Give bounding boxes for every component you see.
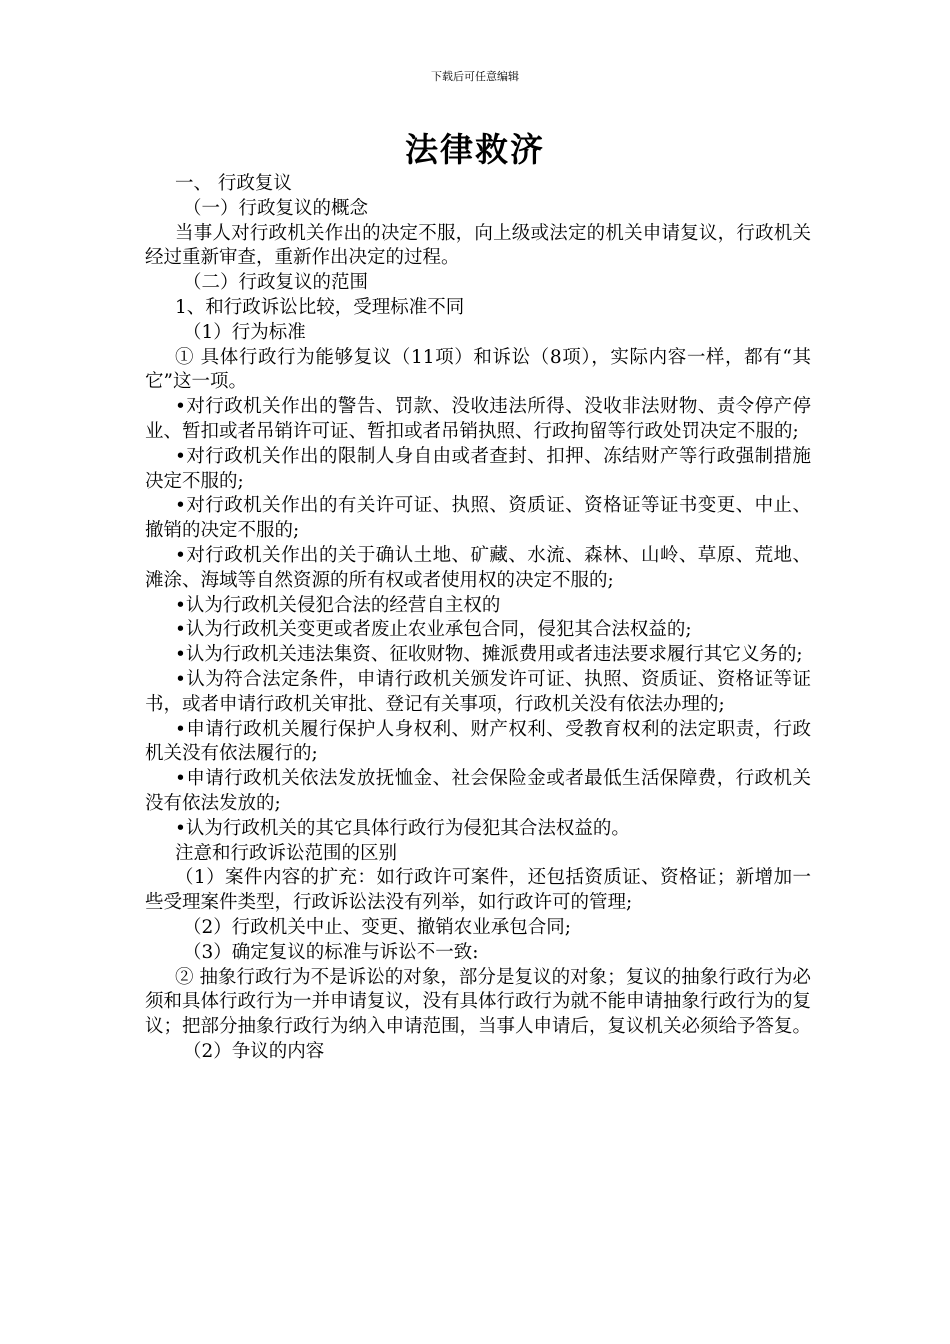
paragraph: （2）争议的内容	[183, 1040, 325, 1062]
paragraph: （1）案件内容的扩充：如行政许可案件，还包括资质证、资格证；新增加一些受理案件类型，行政诉讼法没有列举，如行政许可的管理;	[145, 867, 811, 914]
paragraph: （3）确定复议的标准与诉讼不一致:	[183, 941, 479, 963]
paragraph: •对行政机关作出的有关许可证、执照、资质证、资格证等证书变更、中止、撤销的决定不服的;	[145, 495, 811, 542]
document-body	[145, 172, 811, 1065]
paragraph: 当事人对行政机关作出的决定不服，向上级或法定的机关申请复议，行政机关经过重新审查，重新作出决定的过程。	[145, 222, 811, 269]
paragraph: （一）行政复议的概念	[183, 197, 369, 219]
paragraph: •认为行政机关侵犯合法的经营自主权的	[175, 594, 501, 616]
paragraph: •认为符合法定条件，申请行政机关颁发许可证、执照、资质证、资格证等证书，或者申请行政机关审批、登记有关事项，行政机关没有依法办理的;	[145, 668, 811, 715]
paragraph: •认为行政机关的其它具体行政行为侵犯其合法权益的。	[175, 817, 630, 839]
paragraph: •认为行政机关变更或者废止农业承包合同，侵犯其合法权益的;	[175, 619, 692, 641]
paragraph: •认为行政机关违法集资、征收财物、摊派费用或者违法要求履行其它义务的;	[175, 644, 803, 666]
paragraph: （1）行为标准	[183, 321, 306, 343]
paragraph: •对行政机关作出的限制人身自由或者查封、扣押、冻结财产等行政强制措施决定不服的;	[145, 445, 811, 492]
paragraph: （2）行政机关中止、变更、撤销农业承包合同;	[183, 916, 572, 938]
paragraph: 注意和行政诉讼范围的区别	[175, 842, 398, 864]
paragraph: 一、 行政复议	[175, 173, 292, 194]
document-title: 法律救济	[405, 130, 545, 169]
paragraph: •对行政机关作出的警告、罚款、没收违法所得、没收非法财物、责令停产停业、暂扣或者吊销许可证、暂扣或者吊销执照、行政拘留等行政处罚决定不服的;	[145, 396, 811, 442]
paragraph: ② 抽象行政行为不是诉讼的对象，部分是复议的对象；复议的抽象行政行为必须和具体行政行为一并申请复议，没有具体行政行为就不能申请抽象行政行为的复议；把部分抽象行政行为纳入申请范围，当事人申请后，复议机关必须给予答复。	[145, 966, 812, 1038]
paragraph: 1、和行政诉讼比较，受理标准不同	[175, 296, 465, 318]
paragraph: •对行政机关作出的关于确认土地、矿藏、水流、森林、山岭、草原、荒地、滩涂、海域等自然资源的所有权或者使用权的决定不服的;	[145, 544, 811, 591]
page-header: 下载后可任意编辑	[431, 70, 519, 83]
paragraph: •申请行政机关依法发放抚恤金、社会保险金或者最低生活保障费，行政机关没有依法发放的;	[145, 768, 811, 814]
paragraph: ① 具体行政行为能够复议（11项）和诉讼（8项），实际内容一样，都有“其它”这一项。	[145, 346, 811, 393]
paragraph: •申请行政机关履行保护人身权利、财产权利、受教育权利的法定职责，行政机关没有依法履行的;	[145, 718, 811, 765]
paragraph: （二）行政复议的范围	[183, 272, 369, 294]
